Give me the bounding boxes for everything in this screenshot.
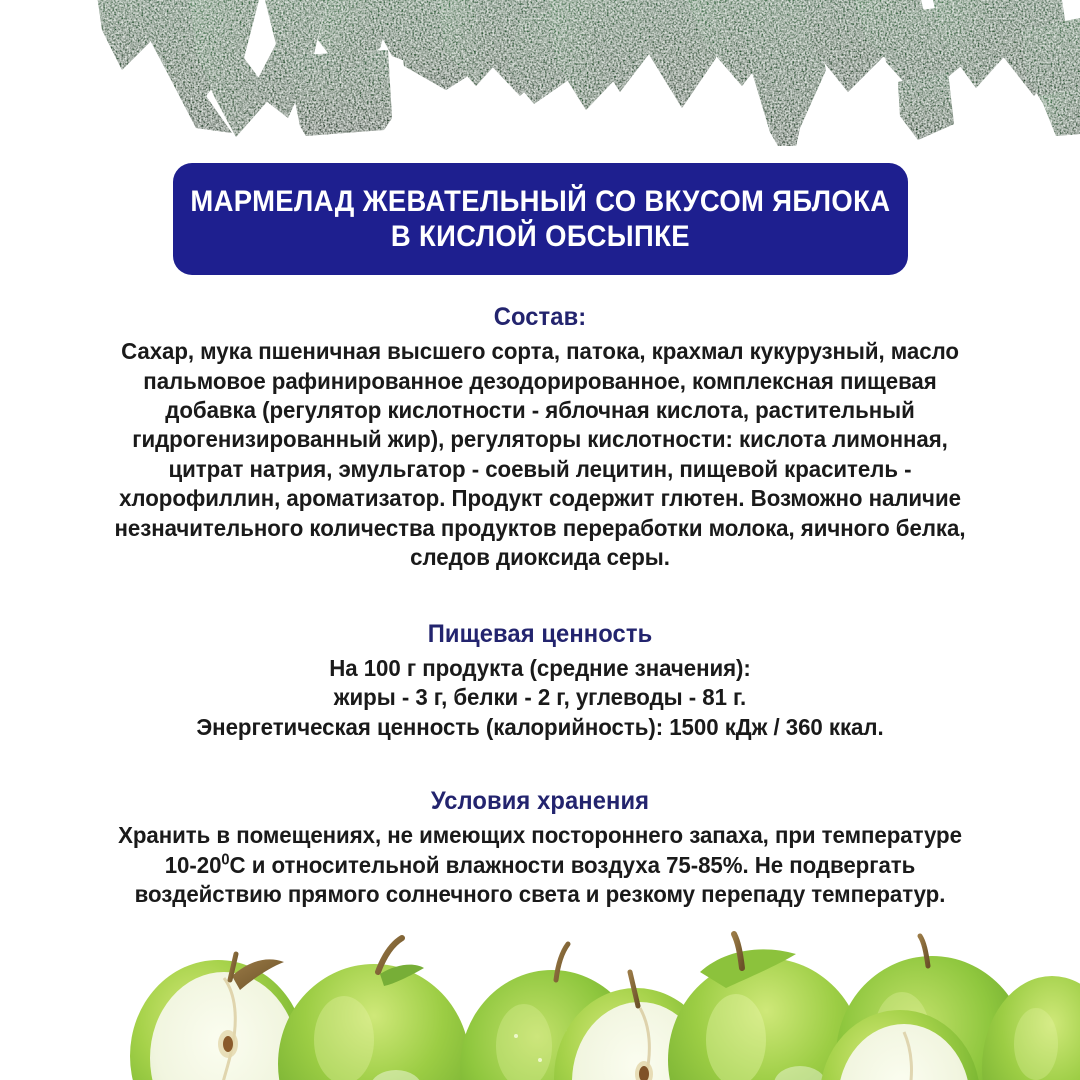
label-content [0, 275, 1080, 928]
storage-humidity-text: С и относительной влажности воздуха 75-85%. Не подвергать [229, 851, 916, 878]
product-title-line-1: МАРМЕЛАД ЖЕВАТЕЛЬНЫЙ СО ВКУСОМ ЯБЛОКА [189, 184, 891, 218]
storage-text [91, 821, 990, 909]
nutrition-energy-line: Энергетическая ценность (калорийность): 1500 кДж / 360 ккал. [196, 713, 884, 740]
title-banner-wrapper [0, 150, 1080, 275]
gummy-belts-photo [0, 0, 1080, 150]
nutrition-values [91, 654, 990, 742]
storage-line-2 [91, 851, 990, 880]
degree-superscript-icon: 0 [221, 850, 230, 868]
nutrition-macros-line: жиры - 3 г, белки - 2 г, углеводы - 81 г. [333, 684, 747, 711]
product-title [190, 184, 890, 255]
storage-temperature: 10-20 [164, 851, 222, 878]
ingredients-heading: Состав: [493, 303, 587, 331]
storage-section [72, 786, 1008, 909]
nutrition-basis-line: На 100 г продукта (средние значения): [329, 654, 751, 681]
product-title-banner [173, 163, 908, 275]
storage-heading: Условия хранения [430, 786, 650, 815]
nutrition-section [72, 619, 1008, 742]
ingredients-text: Сахар, мука пшеничная высшего сорта, патока, крахмал кукурузный, масло пальмовое рафинированное дезодорированное, комплексная пищевая добавка (регулятор кислотности - яблочная кислота, растительный гидрогенизированный жир), регуляторы кислотности: кислота лимонная, цитрат натрия, эмульгатор - соевый лецитин, пищевой краситель - хлорофиллин, ароматизатор. Продукт содержит глютен. Возможно наличие незначительного количества продуктов переработки молока, яичного белка, следов диоксида серы. [114, 338, 966, 571]
green-apples-photo [0, 928, 1080, 1080]
storage-line-1: Хранить в помещениях, не имеющих постороннего запаха, при температуре [118, 822, 962, 849]
storage-line-3: воздействию прямого солнечного света и резкому перепаду температур. [134, 881, 946, 908]
nutrition-heading: Пищевая ценность [427, 619, 653, 648]
product-title-line-2: В КИСЛОЙ ОБСЫПКЕ [390, 220, 690, 253]
ingredients-section [72, 302, 1008, 573]
